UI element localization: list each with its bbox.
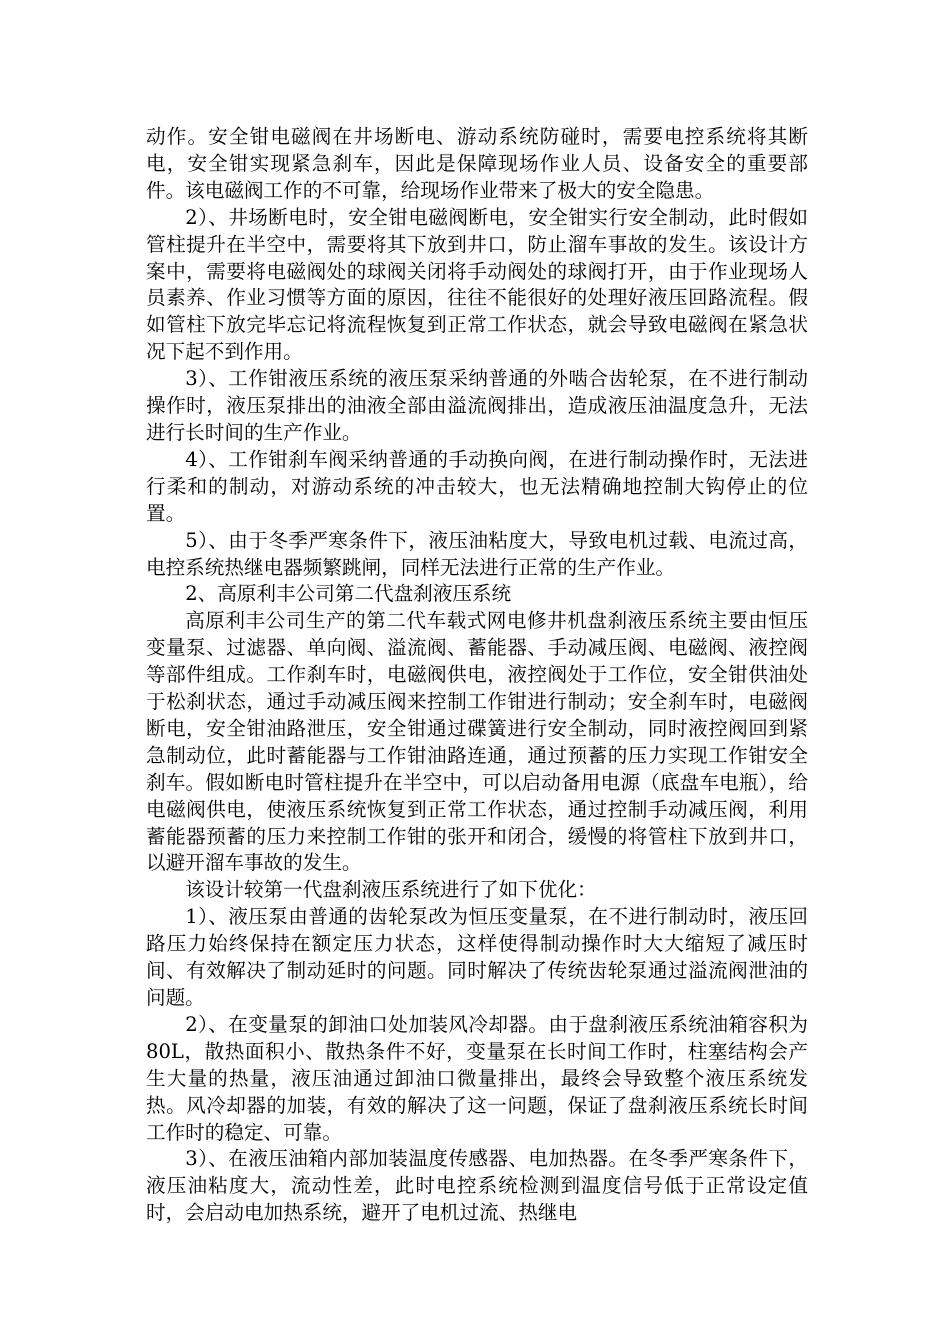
paragraph-optimization-1: 1）、液压泵由普通的齿轮泵改为恒压变量泵，在不进行制动时，液压回路压力始终保持在额定压力状态，这样使得制动操作时大大缩短了减压时间、有效解决了制动延时的问题。同时解决了传统齿轮泵通过溢流阀泄油的问题。 [146, 905, 808, 1009]
paragraph-optimization-intro: 该设计较第一代盘刹液压系统进行了如下优化： [185, 878, 597, 902]
document-body [146, 124, 808, 1227]
paragraph-item-4: 4）、工作钳刹车阀采纳普通的手动换向阀，在进行制动操作时，无法进行柔和的制动，对游动系统的冲击较大，也无法精确地控制大钩停止的位置。 [146, 447, 808, 525]
section-heading: 2、高原利丰公司第二代盘刹液压系统 [185, 582, 512, 606]
paragraph-system-description: 高原利丰公司生产的第二代车载式网电修井机盘刹液压系统主要由恒压变量泵、过滤器、单向阀、溢流阀、蓄能器、手动减压阀、电磁阀、液控阀等部件组成。工作刹车时，电磁阀供电，液控阀处于工作位，安全钳供油处于松刹状态，通过手动减压阀来控制工作钳进行制动；安全刹车时，电磁阀断电，安全钳油路泄压，安全钳通过碟簧进行安全制动，同时液控阀回到紧急制动位，此时蓄能器与工作钳油路连通，通过预蓄的压力实现工作钳安全刹车。假如断电时管柱提升在半空中，可以启动备用电源（底盘车电瓶），给电磁阀供电，使液压系统恢复到正常工作状态，通过控制手动减压阀，利用蓄能器预蓄的压力来控制工作钳的张开和闭合，缓慢的将管柱下放到井口，以避开溜车事故的发生。 [146, 609, 808, 875]
paragraph-item-2: 2）、井场断电时，安全钳电磁阀断电，安全钳实行安全制动，此时假如管柱提升在半空中，需要将其下放到井口，防止溜车事故的发生。该设计方案中，需要将电磁阀处的球阀关闭将手动阀处的球阀打开，由于作业现场人员素养、作业习惯等方面的原因，往往不能很好的处理好液压回路流程。假如管柱下放完毕忘记将流程恢复到正常工作状态，就会导致电磁阀在紧急状况下起不到作用。 [146, 205, 808, 364]
paragraph-continuation: 动作。安全钳电磁阀在井场断电、游动系统防碰时，需要电控系统将其断电，安全钳实现紧急刹车，因此是保障现场作业人员、设备安全的重要部件。该电磁阀工作的不可靠，给现场作业带来了极大的安全隐患。 [146, 125, 808, 202]
paragraph-item-5: 5）、由于冬季严寒条件下，液压油粘度大，导致电机过载、电流过高，电控系统热继电器频繁跳闸，同样无法进行正常的生产作业。 [146, 528, 808, 579]
paragraph-item-3: 3）、工作钳液压系统的液压泵采纳普通的外啮合齿轮泵，在不进行制动操作时，液压泵排出的油液全部由溢流阀排出，造成液压油温度急升，无法进行长时间的生产作业。 [146, 367, 808, 444]
paragraph-optimization-3: 3）、在液压油箱内部加装温度传感器、电加热器。在冬季严寒条件下，液压油粘度大，流动性差，此时电控系统检测到温度信号低于正常设定值时，会启动电加热系统，避开了电机过流、热继电 [146, 1147, 808, 1225]
paragraph-optimization-2: 2）、在变量泵的卸油口处加装风冷却器。由于盘刹液压系统油箱容积为80L，散热面积小、散热条件不好，变量泵在长时间工作时，柱塞结构会产生大量的热量，液压油通过卸油口微量排出，最终会导致整个液压系统发热。风冷却器的加装，有效的解决了这一问题，保证了盘刹液压系统长时间工作时的稳定、可靠。 [146, 1012, 808, 1144]
